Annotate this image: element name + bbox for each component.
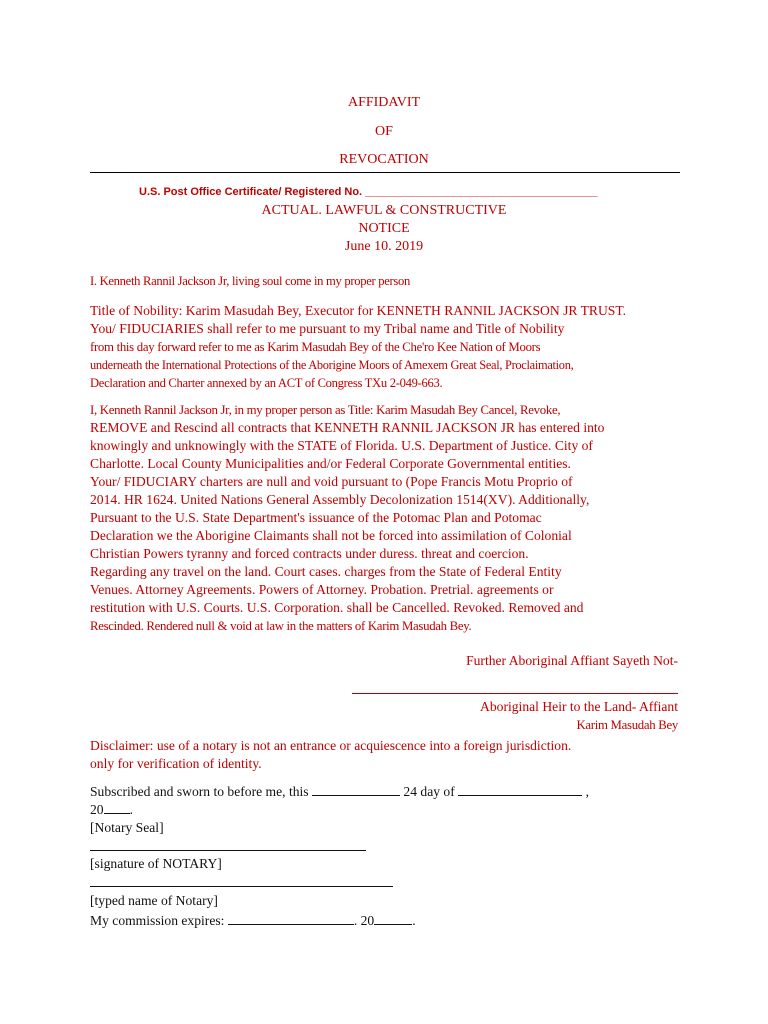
- affiant-name: Karim Masudah Bey: [576, 718, 678, 732]
- certificate-number-line: U.S. Post Office Certificate/ Registered No. ______________________________________: [139, 186, 598, 198]
- intro-text: I. Kenneth Rannil Jackson Jr, living soul come in my proper person: [90, 274, 411, 288]
- notice-date: June 10. 2019: [344, 239, 424, 254]
- notary-sworn-line: [90, 783, 589, 800]
- intro-line: [90, 272, 680, 290]
- p2-line: Venues. Attorney Agreements. Powers of Attorney. Probation. Pretrial. agreements or: [90, 582, 554, 597]
- p1-line: underneath the International Protections of the Aborigine Moors of Amexem Great Seal, Proclaimation,: [90, 358, 574, 372]
- title-line-revocation: REVOCATION: [339, 152, 429, 167]
- commission-blank: [374, 912, 412, 925]
- p1-line: Declaration and Charter annexed by an ACT of Congress TXu 2-049-663.: [90, 376, 443, 390]
- title-line-of: OF: [375, 124, 393, 139]
- commission-expires-line: [90, 912, 416, 929]
- commission-text: My commission expires:: [90, 913, 225, 928]
- notary-signature-label: [signature of NOTARY]: [90, 856, 222, 871]
- notary-name-rule: [90, 886, 393, 887]
- paragraph-title-of-nobility: [90, 302, 680, 392]
- notary-year-line: 20 .: [90, 802, 133, 817]
- p2-line: Pursuant to the U.S. State Department's issuance of the Potomac Plan and Potomac: [90, 510, 542, 525]
- title-line-affidavit: AFFIDAVIT: [347, 95, 421, 110]
- notary-signature-rule: [90, 850, 366, 851]
- disclaimer-line: Disclaimer: use of a notary is not an entrance or acquiescence into a foreign jurisdiction.: [90, 738, 572, 753]
- p2-line: restitution with U.S. Courts. U.S. Corporation. shall be Cancelled. Revoked. Removed and: [90, 600, 584, 615]
- p2-line: I, Kenneth Rannil Jackson Jr, in my proper person as Title: Karim Masudah Bey Cancel, Revoke,: [90, 403, 561, 417]
- notary-year-text: 20: [90, 802, 104, 817]
- notary-blank: [104, 801, 130, 814]
- affiant-title: Aboriginal Heir to the Land- Affiant: [480, 699, 678, 714]
- further-affiant-line: Further Aboriginal Affiant Sayeth Not-: [466, 653, 678, 668]
- p2-line: Rescinded. Rendered null & void at law in the matters of Karim Masudah Bey.: [90, 619, 472, 633]
- disclaimer: [90, 737, 680, 773]
- p2-line: Declaration we the Aborigine Claimants shall not be forced into assimilation of Colonial: [90, 528, 572, 543]
- p1-line: from this day forward refer to me as Karim Masudah Bey of the Che'ro Kee Nation of Moors: [90, 340, 541, 354]
- commission-blank: [228, 912, 354, 925]
- title-divider: [90, 172, 680, 173]
- p2-line: 2014. HR 1624. United Nations General Assembly Decolonization 1514(XV). Additionally,: [90, 492, 590, 507]
- p2-line: Charlotte. Local County Municipalities and/or Federal Corporate Governmental entities.: [90, 456, 571, 471]
- p2-line: knowingly and unknowingly with the STATE of Florida. U.S. Department of Justice. City of: [90, 438, 593, 453]
- affiant-signature-line: [352, 693, 678, 694]
- p2-line: Regarding any travel on the land. Court cases. charges from the State of Federal Entity: [90, 564, 562, 579]
- p2-line: Christian Powers tyranny and forced contracts under duress. threat and coercion.: [90, 546, 529, 561]
- notary-typed-name-label: [typed name of Notary]: [90, 893, 218, 908]
- paragraph-revocation: [90, 401, 680, 635]
- notary-seal: [Notary Seal]: [90, 820, 164, 835]
- commission-period: .: [412, 913, 416, 928]
- p1-line: You/ FIDUCIARIES shall refer to me pursuant to my Tribal name and Title of Nobility: [90, 321, 565, 336]
- notary-blank: [312, 783, 400, 796]
- notary-sworn-text: Subscribed and sworn to before me, this: [90, 784, 309, 799]
- p2-line: REMOVE and Rescind all contracts that KENNETH RANNIL JACKSON JR has entered into: [90, 420, 605, 435]
- p1-line: Title of Nobility: Karim Masudah Bey, Executor for KENNETH RANNIL JACKSON JR TRUST.: [90, 303, 627, 318]
- notice-line-1: ACTUAL. LAWFUL & CONSTRUCTIVE: [261, 203, 507, 218]
- p2-line: Your/ FIDUCIARY charters are null and void pursuant to (Pope Francis Motu Proprio of: [90, 474, 573, 489]
- notary-comma: ,: [585, 784, 589, 799]
- commission-year-text: . 20: [353, 913, 375, 928]
- notary-day-text: 24 day of: [403, 784, 455, 799]
- notice-line-2: NOTICE: [358, 221, 410, 236]
- disclaimer-line: only for verification of identity.: [90, 756, 262, 771]
- notary-blank: [458, 783, 582, 796]
